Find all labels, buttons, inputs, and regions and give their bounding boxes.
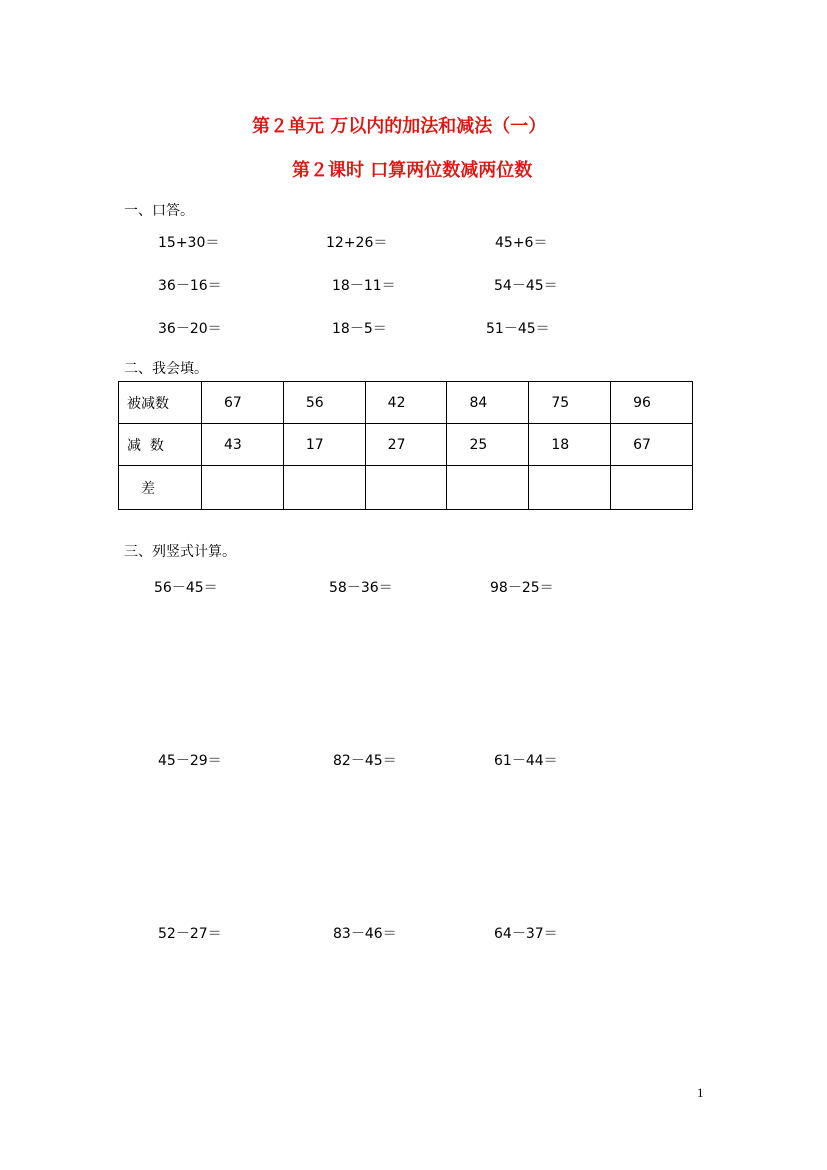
minuend-cell: 84 [447, 382, 529, 424]
vertical-problem: 82－45＝ [333, 753, 397, 769]
subtrahend-cell: 27 [365, 424, 447, 466]
oral-problem: 54－45＝ [494, 278, 558, 294]
subtrahend-cell: 67 [611, 424, 693, 466]
vertical-problem: 56－45＝ [154, 580, 218, 596]
difference-cell[interactable] [447, 466, 529, 510]
unit-title: 第２单元 万以内的加法和减法（一） [252, 116, 547, 137]
subtrahend-cell: 25 [447, 424, 529, 466]
page-number: 1 [697, 1085, 704, 1100]
oral-problem: 12+26＝ [326, 235, 388, 251]
minuend-cell: 42 [365, 382, 447, 424]
subtrahend-cell: 43 [202, 424, 284, 466]
difference-cell[interactable] [365, 466, 447, 510]
fill-table [118, 381, 693, 510]
minuend-cell: 96 [611, 382, 693, 424]
difference-cell[interactable] [529, 466, 611, 510]
section1-heading: 一、口答。 [124, 203, 194, 219]
minuend-cell: 56 [283, 382, 365, 424]
subtrahend-cell: 18 [529, 424, 611, 466]
vertical-problem: 61－44＝ [494, 753, 558, 769]
oral-problem: 18－5＝ [332, 321, 387, 337]
difference-cell[interactable] [611, 466, 693, 510]
vertical-problem: 58－36＝ [329, 580, 393, 596]
table-row [119, 424, 693, 466]
oral-problem: 45+6＝ [495, 235, 548, 251]
minuend-cell: 67 [202, 382, 284, 424]
table-row [119, 382, 693, 424]
vertical-problem: 64－37＝ [494, 926, 558, 942]
row-header-subtrahend: 减 数 [119, 424, 202, 466]
vertical-problem: 83－46＝ [333, 926, 397, 942]
subtrahend-cell: 17 [283, 424, 365, 466]
oral-problem: 18－11＝ [332, 278, 396, 294]
table-row [119, 466, 693, 510]
minuend-cell: 75 [529, 382, 611, 424]
vertical-problem: 52－27＝ [158, 926, 222, 942]
row-header-minuend: 被减数 [119, 382, 202, 424]
vertical-problem: 98－25＝ [490, 580, 554, 596]
oral-problem: 36－20＝ [158, 321, 222, 337]
section2-heading: 二、我会填。 [124, 361, 208, 377]
oral-problem: 15+30＝ [158, 235, 220, 251]
lesson-title: 第２课时 口算两位数减两位数 [292, 160, 533, 181]
oral-problem: 51－45＝ [486, 321, 550, 337]
difference-cell[interactable] [202, 466, 284, 510]
row-header-difference: 差 [119, 466, 202, 510]
section3-heading: 三、列竖式计算。 [124, 544, 236, 560]
oral-problem: 36－16＝ [158, 278, 222, 294]
vertical-problem: 45－29＝ [158, 753, 222, 769]
difference-cell[interactable] [283, 466, 365, 510]
